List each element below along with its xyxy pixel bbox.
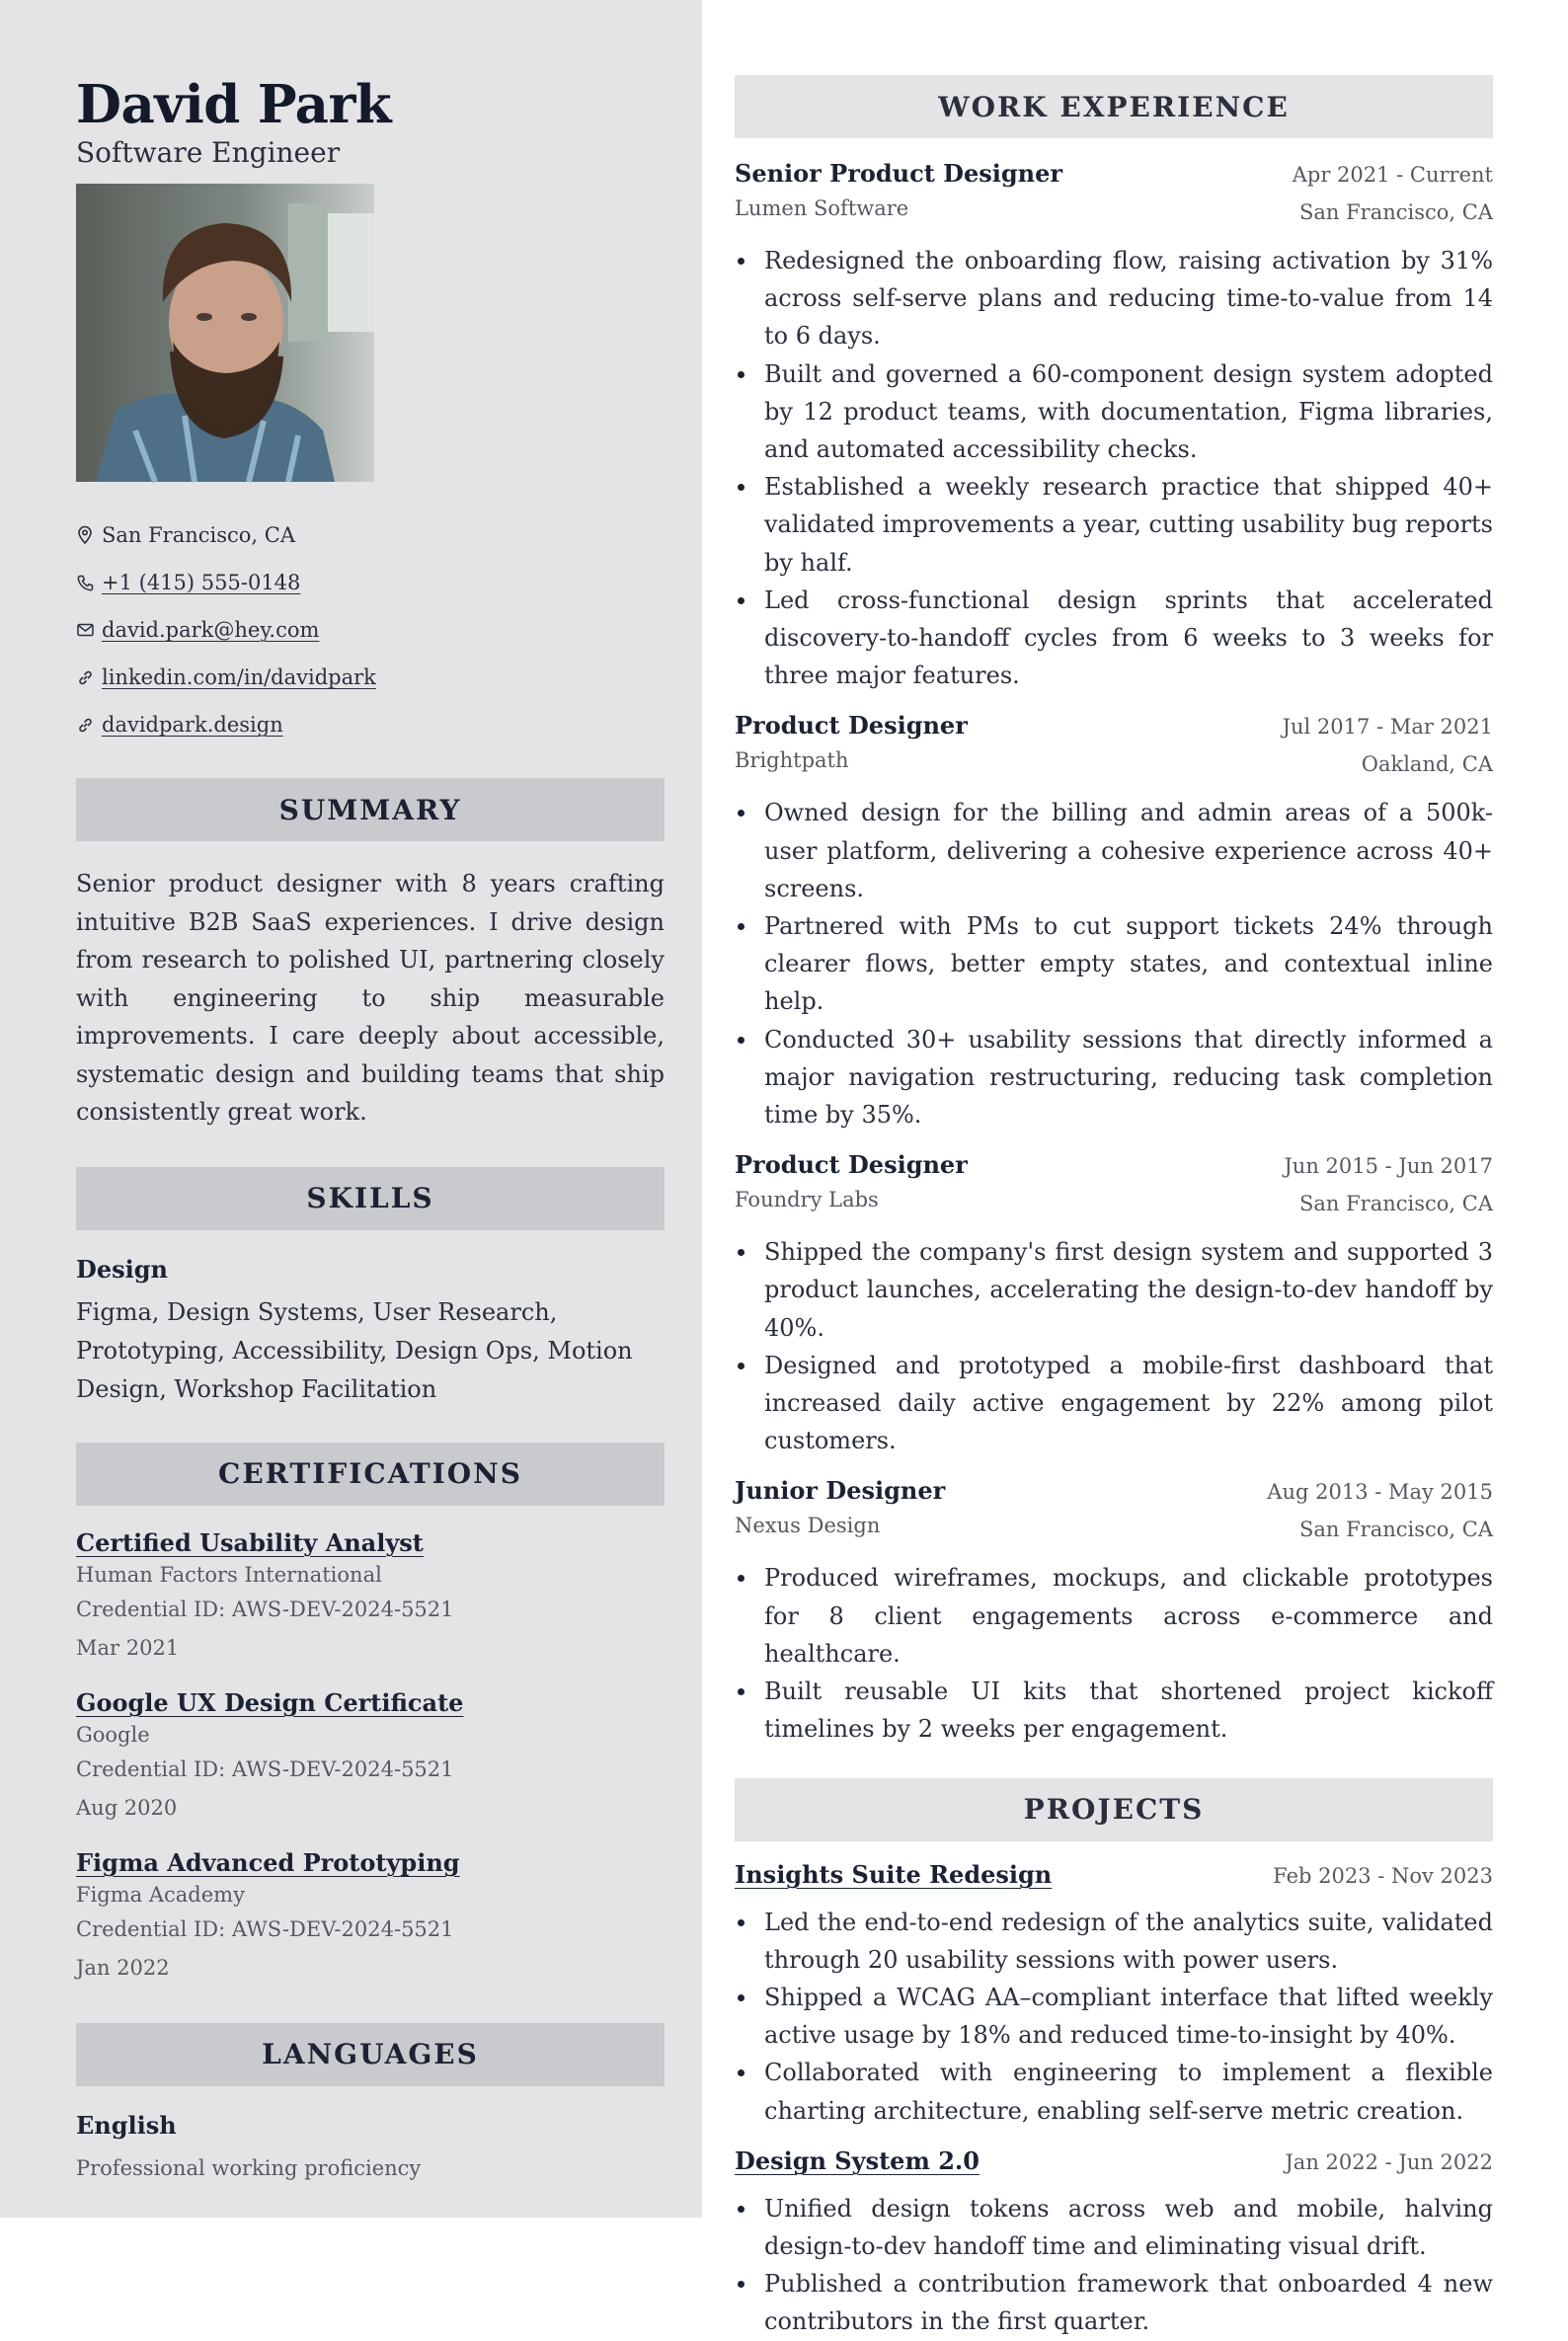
link-icon [76,668,94,686]
bullet-item: Shipped the company's first design system and supported 3 product launches, accelerating the design-to-dev handoff by 40%. [735,1233,1493,1347]
certification-name[interactable]: Figma Advanced Prototyping [76,1847,460,1877]
certification-issuer: Human Factors International [76,1562,382,1587]
bullet-item: Redesigned the onboarding flow, raising activation by 31% across self-serve plans and reducing time-to-value from 14 to 6 days. [735,242,1493,355]
job-role: Senior Product Designer [735,159,1063,188]
main-column [702,0,1568,2336]
skill-list: Figma, Design Systems, User Research, Prototyping, Accessibility, Design Ops, Motion Design, Workshop Facilitation [76,1297,633,1403]
job-role: Junior Designer [735,1476,946,1506]
job-role: Product Designer [735,711,968,741]
certifications-heading: CERTIFICATIONS [76,1443,665,1506]
bullet-item: Built and governed a 60-component design system adopted by 12 product teams, with documentation, Figma libraries, and automated accessibility checks. [735,355,1493,469]
certification-credential: Credential ID: AWS-DEV-2024-5521 [76,1597,454,1621]
job-dates: Jun 2015 - Jun 2017 [1284,1154,1493,1179]
bullet-item: Shipped a WCAG AA–compliant interface that lifted weekly active usage by 18% and reduced time-to-insight by 40%. [735,1979,1493,2054]
project-dates: Jan 2022 - Jun 2022 [1285,2149,1493,2174]
job-location: San Francisco, CA [1298,1518,1493,1542]
job-subheader [735,1184,1493,1219]
certifications-section [76,1443,665,1988]
certification-date: Mar 2021 [76,1635,180,1660]
bullet-item: Led the end-to-end redesign of the analytics suite, validated through 20 usability sessions with power users. [735,1904,1493,1979]
project-name[interactable]: Insights Suite Redesign [735,1859,1053,1889]
job-location: San Francisco, CA [1298,1192,1493,1216]
project-dates: Feb 2023 - Nov 2023 [1273,1863,1493,1888]
mail-icon [76,621,94,639]
contact-location [76,511,665,559]
job-entry [735,708,1568,1133]
job-subheader [735,744,1493,780]
profile-photo [76,184,374,482]
job-company: Nexus Design [735,1514,881,1538]
job-header [735,1147,1493,1184]
languages-section [76,2023,665,2183]
contact-linkedin[interactable] [76,654,665,701]
job-location: Oakland, CA [1361,752,1493,777]
languages-heading: LANGUAGES [76,2023,665,2086]
phone-icon [76,574,94,591]
job-company: Brightpath [735,748,849,773]
contact-linkedin-link[interactable]: linkedin.com/in/davidpark [102,665,376,689]
job-subheader [735,193,1493,228]
bullet-item: Established a weekly research practice that shipped 40+ validated improvements a year, cutting usability bug reports by half. [735,468,1493,582]
language-level: Professional working proficiency [76,2155,422,2180]
profile-photo-image [76,184,374,482]
job-dates: Apr 2021 - Current [1292,163,1493,187]
bullet-item: Partnered with PMs to cut support tickets 24% through clearer flows, better empty states, and contextual inline help. [735,907,1493,1021]
project-entry [735,2144,1568,2341]
certification-item [76,1687,665,1828]
contact-location-text: San Francisco, CA [102,523,296,547]
experience-section [735,75,1568,1749]
project-header [735,1857,1493,1894]
job-company: Lumen Software [735,196,909,220]
bullet-item: Designed and prototyped a mobile-first dashboard that increased daily active engagement by 22% among pilot customers. [735,1347,1493,1460]
certification-date: Aug 2020 [76,1795,178,1820]
certification-issuer: Figma Academy [76,1882,245,1907]
project-entry [735,1857,1568,2130]
job-company: Foundry Labs [735,1188,879,1212]
job-bullets [735,1233,1493,1459]
contact-website[interactable] [76,701,665,748]
project-header [735,2144,1493,2180]
job-bullets [735,794,1493,1133]
job-entry [735,156,1568,694]
bullet-item: Produced wireframes, mockups, and clickable prototypes for 8 client engagements across e-commerce and healthcare. [735,1559,1493,1673]
certification-item [76,1847,665,1988]
bullet-item: Built reusable UI kits that shortened project kickoff timelines by 2 weeks per engagement. [735,1673,1493,1748]
bullet-item: Published a contribution framework that onboarded 4 new contributors in the first quarter. [735,2265,1493,2340]
certification-list [76,1527,665,1988]
job-role: Product Designer [735,1150,968,1180]
contact-email[interactable] [76,606,665,654]
contact-website-link[interactable]: davidpark.design [102,713,283,737]
job-dates: Jul 2017 - Mar 2021 [1282,715,1493,740]
certification-credential: Credential ID: AWS-DEV-2024-5521 [76,1916,454,1941]
certification-item [76,1527,665,1668]
bullet-item: Conducted 30+ usability sessions that directly informed a major navigation restructuring, reducing task completion time by 35%. [735,1021,1493,1134]
map-pin-icon [76,526,94,544]
job-entry [735,1473,1568,1748]
language-name: English [76,2110,177,2140]
job-entry [735,1147,1568,1459]
summary-section [76,778,665,1131]
certification-name[interactable]: Certified Usability Analyst [76,1527,424,1557]
job-header [735,156,1493,193]
job-bullets [735,1559,1493,1748]
bullet-item: Led cross-functional design sprints that accelerated discovery-to-handoff cycles from 6 weeks to 3 weeks for three major features. [735,582,1493,695]
contact-phone[interactable] [76,559,665,606]
bullet-item: Owned design for the billing and admin areas of a 500k-user platform, delivering a cohesive experience across 40+ screens. [735,794,1493,907]
skills-heading: SKILLS [76,1167,665,1230]
link-icon [76,716,94,734]
job-header [735,708,1493,744]
certification-date: Jan 2022 [76,1955,170,1980]
projects-section [735,1778,1568,2341]
candidate-title: Software Engineer [76,136,341,169]
summary-heading: SUMMARY [76,778,665,841]
certification-credential: Credential ID: AWS-DEV-2024-5521 [76,1756,454,1781]
summary-text: Senior product designer with 8 years crafting intuitive B2B SaaS experiences. I drive design from research to polished UI, partnering closely with engineering to ship measurable improvements. I care deeply about accessible, systematic design and building teams that ship consistently great work. [76,870,665,1126]
project-bullets [735,2190,1493,2341]
certification-issuer: Google [76,1722,150,1747]
contact-phone-link[interactable]: +1 (415) 555-0148 [102,571,301,594]
sidebar [0,0,702,2218]
contact-email-link[interactable]: david.park@hey.com [102,618,320,642]
job-location: San Francisco, CA [1298,200,1493,224]
experience-heading: WORK EXPERIENCE [735,75,1493,138]
contact-list [76,511,665,748]
candidate-name: David Park [76,74,392,135]
job-bullets [735,242,1493,694]
project-bullets [735,1904,1493,2130]
projects-heading: PROJECTS [735,1778,1493,1841]
certification-name[interactable]: Google UX Design Certificate [76,1687,464,1717]
skill-category: Design [76,1254,168,1284]
bullet-item: Collaborated with engineering to implement a flexible charting architecture, enabling self-serve metric creation. [735,2054,1493,2129]
job-dates: Aug 2013 - May 2015 [1267,1480,1493,1505]
job-header [735,1473,1493,1510]
skills-section [76,1167,665,1409]
bullet-item: Unified design tokens across web and mobile, halving design-to-dev handoff time and eliminating visual drift. [735,2190,1493,2265]
job-subheader [735,1510,1493,1545]
project-name[interactable]: Design System 2.0 [735,2146,980,2175]
